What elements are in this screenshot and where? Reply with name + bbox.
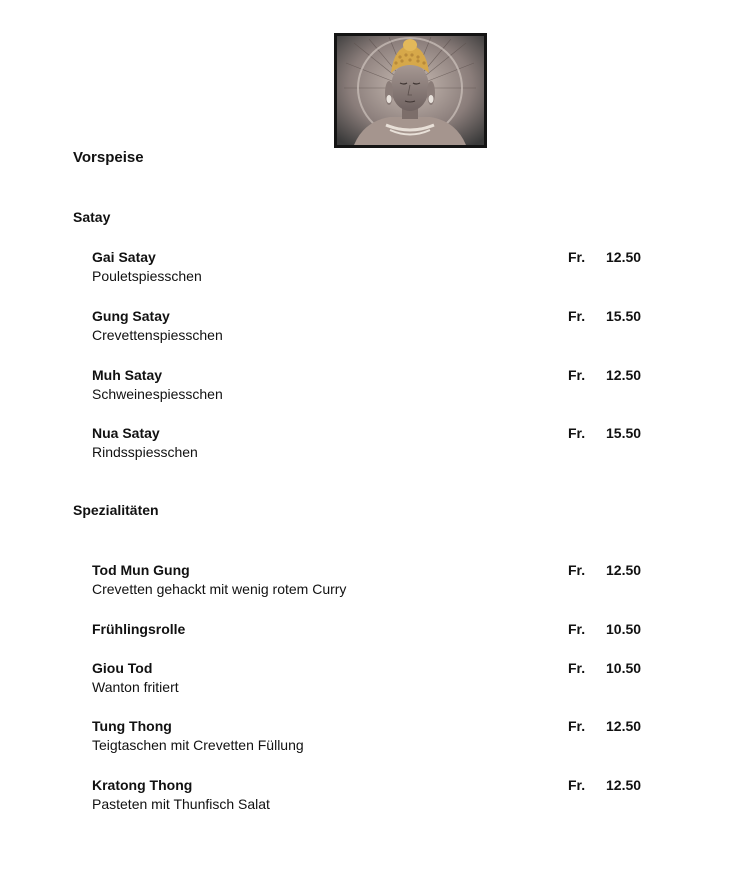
item-name: Nua Satay (92, 425, 160, 441)
menu-item (92, 619, 644, 658)
item-description: Crevetten gehackt mit wenig rotem Curry (92, 581, 347, 597)
item-name: Kratong Thong (92, 777, 193, 793)
item-price: 15.50 (606, 425, 642, 441)
item-name: Giou Tod (92, 660, 153, 676)
buddha-image (334, 33, 487, 148)
item-currency: Fr. (568, 718, 586, 734)
item-description: Schweinespiesschen (92, 386, 223, 402)
menu-item (92, 716, 644, 755)
item-currency: Fr. (568, 425, 586, 441)
menu-item (92, 658, 644, 697)
item-description: Teigtaschen mit Crevetten Füllung (92, 737, 304, 753)
item-name: Gai Satay (92, 249, 156, 265)
item-currency: Fr. (568, 308, 586, 324)
item-name: Tung Thong (92, 718, 172, 734)
item-price: 12.50 (606, 777, 642, 793)
item-description: Rindsspiesschen (92, 444, 198, 460)
section-title: Vorspeise (73, 149, 144, 166)
item-price: 15.50 (606, 308, 642, 324)
menu-item (92, 365, 644, 404)
item-description: Crevettenspiesschen (92, 327, 223, 343)
item-description: Pasteten mit Thunfisch Salat (92, 796, 270, 812)
item-description: Wanton fritiert (92, 679, 179, 695)
item-currency: Fr. (568, 562, 586, 578)
item-name: Tod Mun Gung (92, 562, 190, 578)
item-name: Muh Satay (92, 367, 163, 383)
item-price: 12.50 (606, 367, 642, 383)
item-description: Pouletspiesschen (92, 268, 202, 284)
menu-item (92, 247, 644, 286)
category-title: Spezialitäten (73, 502, 159, 518)
item-price: 12.50 (606, 562, 642, 578)
item-description (92, 639, 644, 658)
item-currency: Fr. (568, 621, 586, 637)
item-price: 10.50 (606, 621, 642, 637)
menu-item (92, 560, 644, 599)
menu-item (92, 306, 644, 345)
category-title: Satay (73, 209, 111, 225)
item-currency: Fr. (568, 660, 586, 676)
item-price: 10.50 (606, 660, 642, 676)
menu-item (92, 775, 644, 814)
item-currency: Fr. (568, 249, 586, 265)
item-currency: Fr. (568, 777, 586, 793)
item-price: 12.50 (606, 249, 642, 265)
item-name: Gung Satay (92, 308, 170, 324)
item-currency: Fr. (568, 367, 586, 383)
menu-item (92, 423, 644, 462)
item-price: 12.50 (606, 718, 642, 734)
item-name: Frühlingsrolle (92, 621, 186, 637)
